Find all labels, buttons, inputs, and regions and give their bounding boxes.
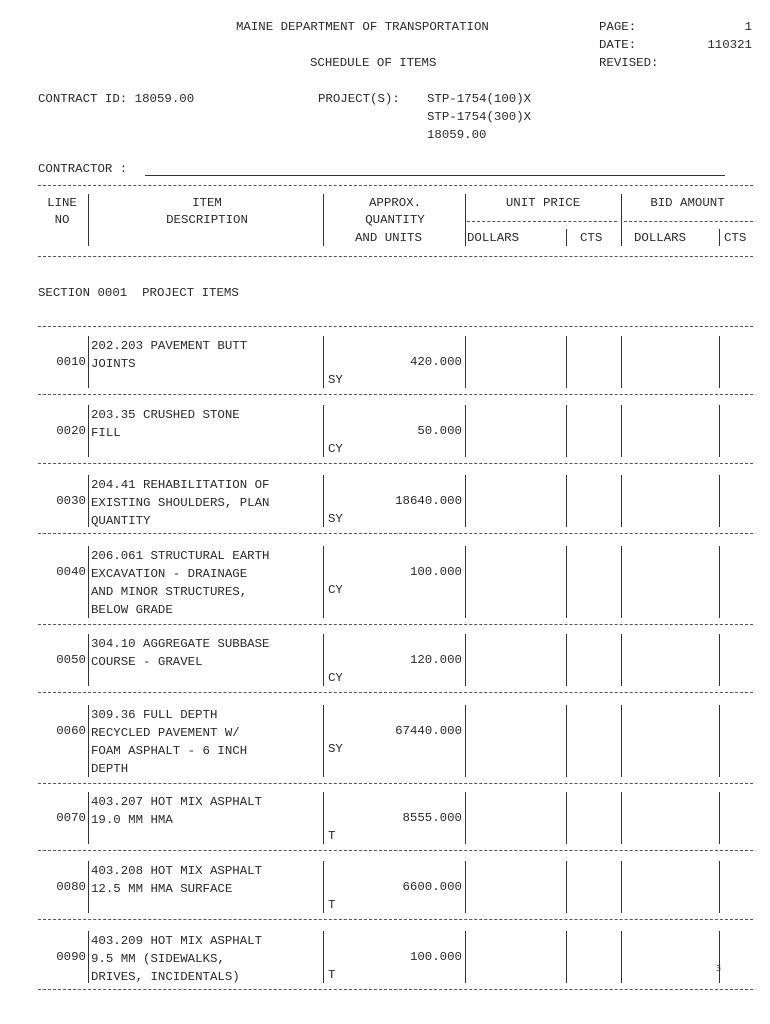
unit: SY: [328, 373, 343, 387]
table-rule: [38, 533, 753, 534]
quantity: 18640.000: [395, 494, 462, 508]
item-description-line: 204.41 REHABILITATION OF: [91, 478, 270, 492]
column-divider: [465, 405, 466, 457]
column-divider: [566, 705, 567, 777]
column-divider: [719, 229, 720, 246]
contractor-signature-line: [145, 175, 725, 176]
column-divider: [621, 861, 622, 913]
line-number: 0090: [56, 950, 86, 964]
table-rule: [38, 624, 753, 625]
column-divider: [323, 405, 324, 457]
contract-id: CONTRACT ID: 18059.00: [38, 92, 195, 106]
column-divider: [323, 546, 324, 618]
column-divider: [621, 405, 622, 457]
line-number: 0080: [56, 880, 86, 894]
quantity: 67440.000: [395, 724, 462, 738]
col-line-header-2: NO: [54, 213, 70, 227]
project-number: STP-1754(100)X: [427, 92, 532, 106]
item-description-line: 206.061 STRUCTURAL EARTH: [91, 549, 270, 563]
column-divider: [323, 861, 324, 913]
column-divider: [88, 792, 89, 844]
item-description-line: FILL: [91, 426, 121, 440]
item-description-line: 203.35 CRUSHED STONE: [91, 408, 240, 422]
column-divider: [465, 194, 466, 246]
column-divider: [465, 792, 466, 844]
column-divider: [566, 405, 567, 457]
quantity: 100.000: [409, 950, 462, 964]
item-description-line: 19.0 MM HMA: [91, 813, 173, 827]
column-divider: [719, 792, 720, 844]
page-stamp: 3: [716, 964, 722, 973]
item-description-line: DRIVES, INCIDENTALS): [91, 970, 240, 984]
section-heading: SECTION 0001 PROJECT ITEMS: [38, 286, 239, 300]
col-unit-dollars-header: DOLLARS: [467, 231, 520, 245]
column-divider: [719, 336, 720, 388]
column-divider: [323, 634, 324, 686]
table-rule: [38, 850, 753, 851]
column-divider: [719, 405, 720, 457]
table-rule: [38, 394, 753, 395]
item-description: [91, 406, 321, 442]
column-divider: [323, 792, 324, 844]
unit: CY: [328, 671, 343, 685]
item-description: [91, 337, 321, 373]
item-description-line: FOAM ASPHALT - 6 INCH: [91, 744, 248, 758]
item-description: [91, 547, 321, 619]
date-value: 110321: [707, 38, 752, 52]
col-bid-cts-header: CTS: [724, 231, 747, 245]
quantity: 120.000: [409, 653, 462, 667]
item-description: [91, 862, 321, 898]
col-quantity-header: QUANTITY: [365, 213, 425, 227]
column-divider: [566, 475, 567, 527]
quantity: 8555.000: [402, 811, 462, 825]
item-description-line: EXISTING SHOULDERS, PLAN: [91, 496, 270, 510]
column-divider: [88, 336, 89, 388]
column-divider: [719, 861, 720, 913]
column-divider: [323, 931, 324, 983]
column-divider: [621, 194, 622, 246]
project-number: STP-1754(300)X: [427, 110, 532, 124]
revised-label: REVISED:: [599, 56, 659, 70]
column-divider: [566, 336, 567, 388]
column-divider: [621, 792, 622, 844]
column-divider: [88, 475, 89, 527]
column-divider: [621, 931, 622, 983]
column-divider: [621, 705, 622, 777]
line-number: 0030: [56, 494, 86, 508]
col-bid-dollars-header: DOLLARS: [634, 231, 687, 245]
quantity: 100.000: [409, 565, 462, 579]
column-divider: [88, 194, 89, 246]
table-rule: [38, 783, 753, 784]
col-item-header: ITEM: [192, 196, 222, 210]
col-bid-amount-header: BID AMOUNT: [650, 196, 725, 210]
column-divider: [719, 546, 720, 618]
item-description-line: DEPTH: [91, 762, 129, 776]
item-description: [91, 706, 321, 778]
quantity: 50.000: [417, 424, 462, 438]
item-description-line: RECYCLED PAVEMENT W/: [91, 726, 240, 740]
column-divider: [465, 861, 466, 913]
item-description: [91, 635, 321, 671]
item-description-line: JOINTS: [91, 357, 136, 371]
unit: SY: [328, 512, 343, 526]
line-number: 0020: [56, 424, 86, 438]
unit: T: [328, 829, 336, 843]
column-divider: [323, 194, 324, 246]
column-divider: [465, 336, 466, 388]
date-label: DATE:: [599, 38, 637, 52]
agency-title: MAINE DEPARTMENT OF TRANSPORTATION: [236, 20, 489, 34]
column-divider: [566, 634, 567, 686]
column-divider: [88, 705, 89, 777]
line-number: 0050: [56, 653, 86, 667]
project-number: 18059.00: [427, 128, 487, 142]
table-rule: [38, 326, 753, 327]
unit: SY: [328, 742, 343, 756]
table-rule: [38, 185, 753, 186]
unit: CY: [328, 583, 343, 597]
line-number: 0070: [56, 811, 86, 825]
col-approx-header: APPROX.: [368, 196, 422, 210]
item-description-line: 202.203 PAVEMENT BUTT: [91, 339, 248, 353]
column-divider: [465, 475, 466, 527]
col-units-header: AND UNITS: [355, 231, 422, 245]
column-divider: [621, 546, 622, 618]
table-rule: [467, 221, 617, 222]
unit: CY: [328, 442, 343, 456]
column-divider: [719, 634, 720, 686]
table-rule: [624, 221, 753, 222]
item-description-line: QUANTITY: [91, 514, 151, 528]
column-divider: [719, 705, 720, 777]
item-description-line: 304.10 AGGREGATE SUBBASE: [91, 637, 270, 651]
document-title: SCHEDULE OF ITEMS: [310, 56, 437, 70]
item-description-line: 309.36 FULL DEPTH: [91, 708, 218, 722]
column-divider: [88, 861, 89, 913]
item-description: [91, 932, 321, 986]
column-divider: [566, 931, 567, 983]
column-divider: [621, 475, 622, 527]
column-divider: [465, 931, 466, 983]
column-divider: [323, 705, 324, 777]
quantity: 6600.000: [402, 880, 462, 894]
column-divider: [719, 931, 720, 983]
table-rule: [38, 919, 753, 920]
item-description-line: 9.5 MM (SIDEWALKS,: [91, 952, 225, 966]
item-description-line: BELOW GRADE: [91, 603, 173, 617]
column-divider: [88, 634, 89, 686]
item-description-line: 403.209 HOT MIX ASPHALT: [91, 934, 263, 948]
item-description-line: 12.5 MM HMA SURFACE: [91, 882, 233, 896]
line-number: 0040: [56, 565, 86, 579]
column-divider: [566, 546, 567, 618]
col-description-header: DESCRIPTION: [166, 213, 248, 227]
column-divider: [323, 336, 324, 388]
table-rule: [38, 692, 753, 693]
table-rule: [38, 256, 753, 257]
column-divider: [621, 634, 622, 686]
column-divider: [566, 229, 567, 246]
unit: T: [328, 898, 336, 912]
projects-label: PROJECT(S):: [318, 92, 400, 106]
item-description-line: 403.207 HOT MIX ASPHALT: [91, 795, 263, 809]
column-divider: [323, 475, 324, 527]
item-description-line: EXCAVATION - DRAINAGE: [91, 567, 248, 581]
column-divider: [566, 861, 567, 913]
table-rule: [38, 989, 753, 990]
column-divider: [566, 792, 567, 844]
item-description: [91, 476, 321, 530]
unit: T: [328, 968, 336, 982]
page-label: PAGE:: [599, 20, 637, 34]
column-divider: [465, 546, 466, 618]
item-description: [91, 793, 321, 829]
column-divider: [88, 931, 89, 983]
table-rule: [38, 463, 753, 464]
item-description-line: COURSE - GRAVEL: [91, 655, 203, 669]
column-divider: [88, 405, 89, 457]
contractor-label: CONTRACTOR :: [38, 162, 128, 176]
column-divider: [465, 634, 466, 686]
line-number: 0010: [56, 355, 86, 369]
quantity: 420.000: [409, 355, 462, 369]
column-divider: [719, 475, 720, 527]
column-divider: [88, 546, 89, 618]
col-line-header: LINE: [47, 196, 77, 210]
page-number: 1: [744, 20, 752, 34]
line-number: 0060: [56, 724, 86, 738]
item-description-line: AND MINOR STRUCTURES,: [91, 585, 248, 599]
col-unit-cts-header: CTS: [580, 231, 603, 245]
column-divider: [465, 705, 466, 777]
item-description-line: 403.208 HOT MIX ASPHALT: [91, 864, 263, 878]
col-unit-price-header: UNIT PRICE: [505, 196, 581, 210]
column-divider: [621, 336, 622, 388]
